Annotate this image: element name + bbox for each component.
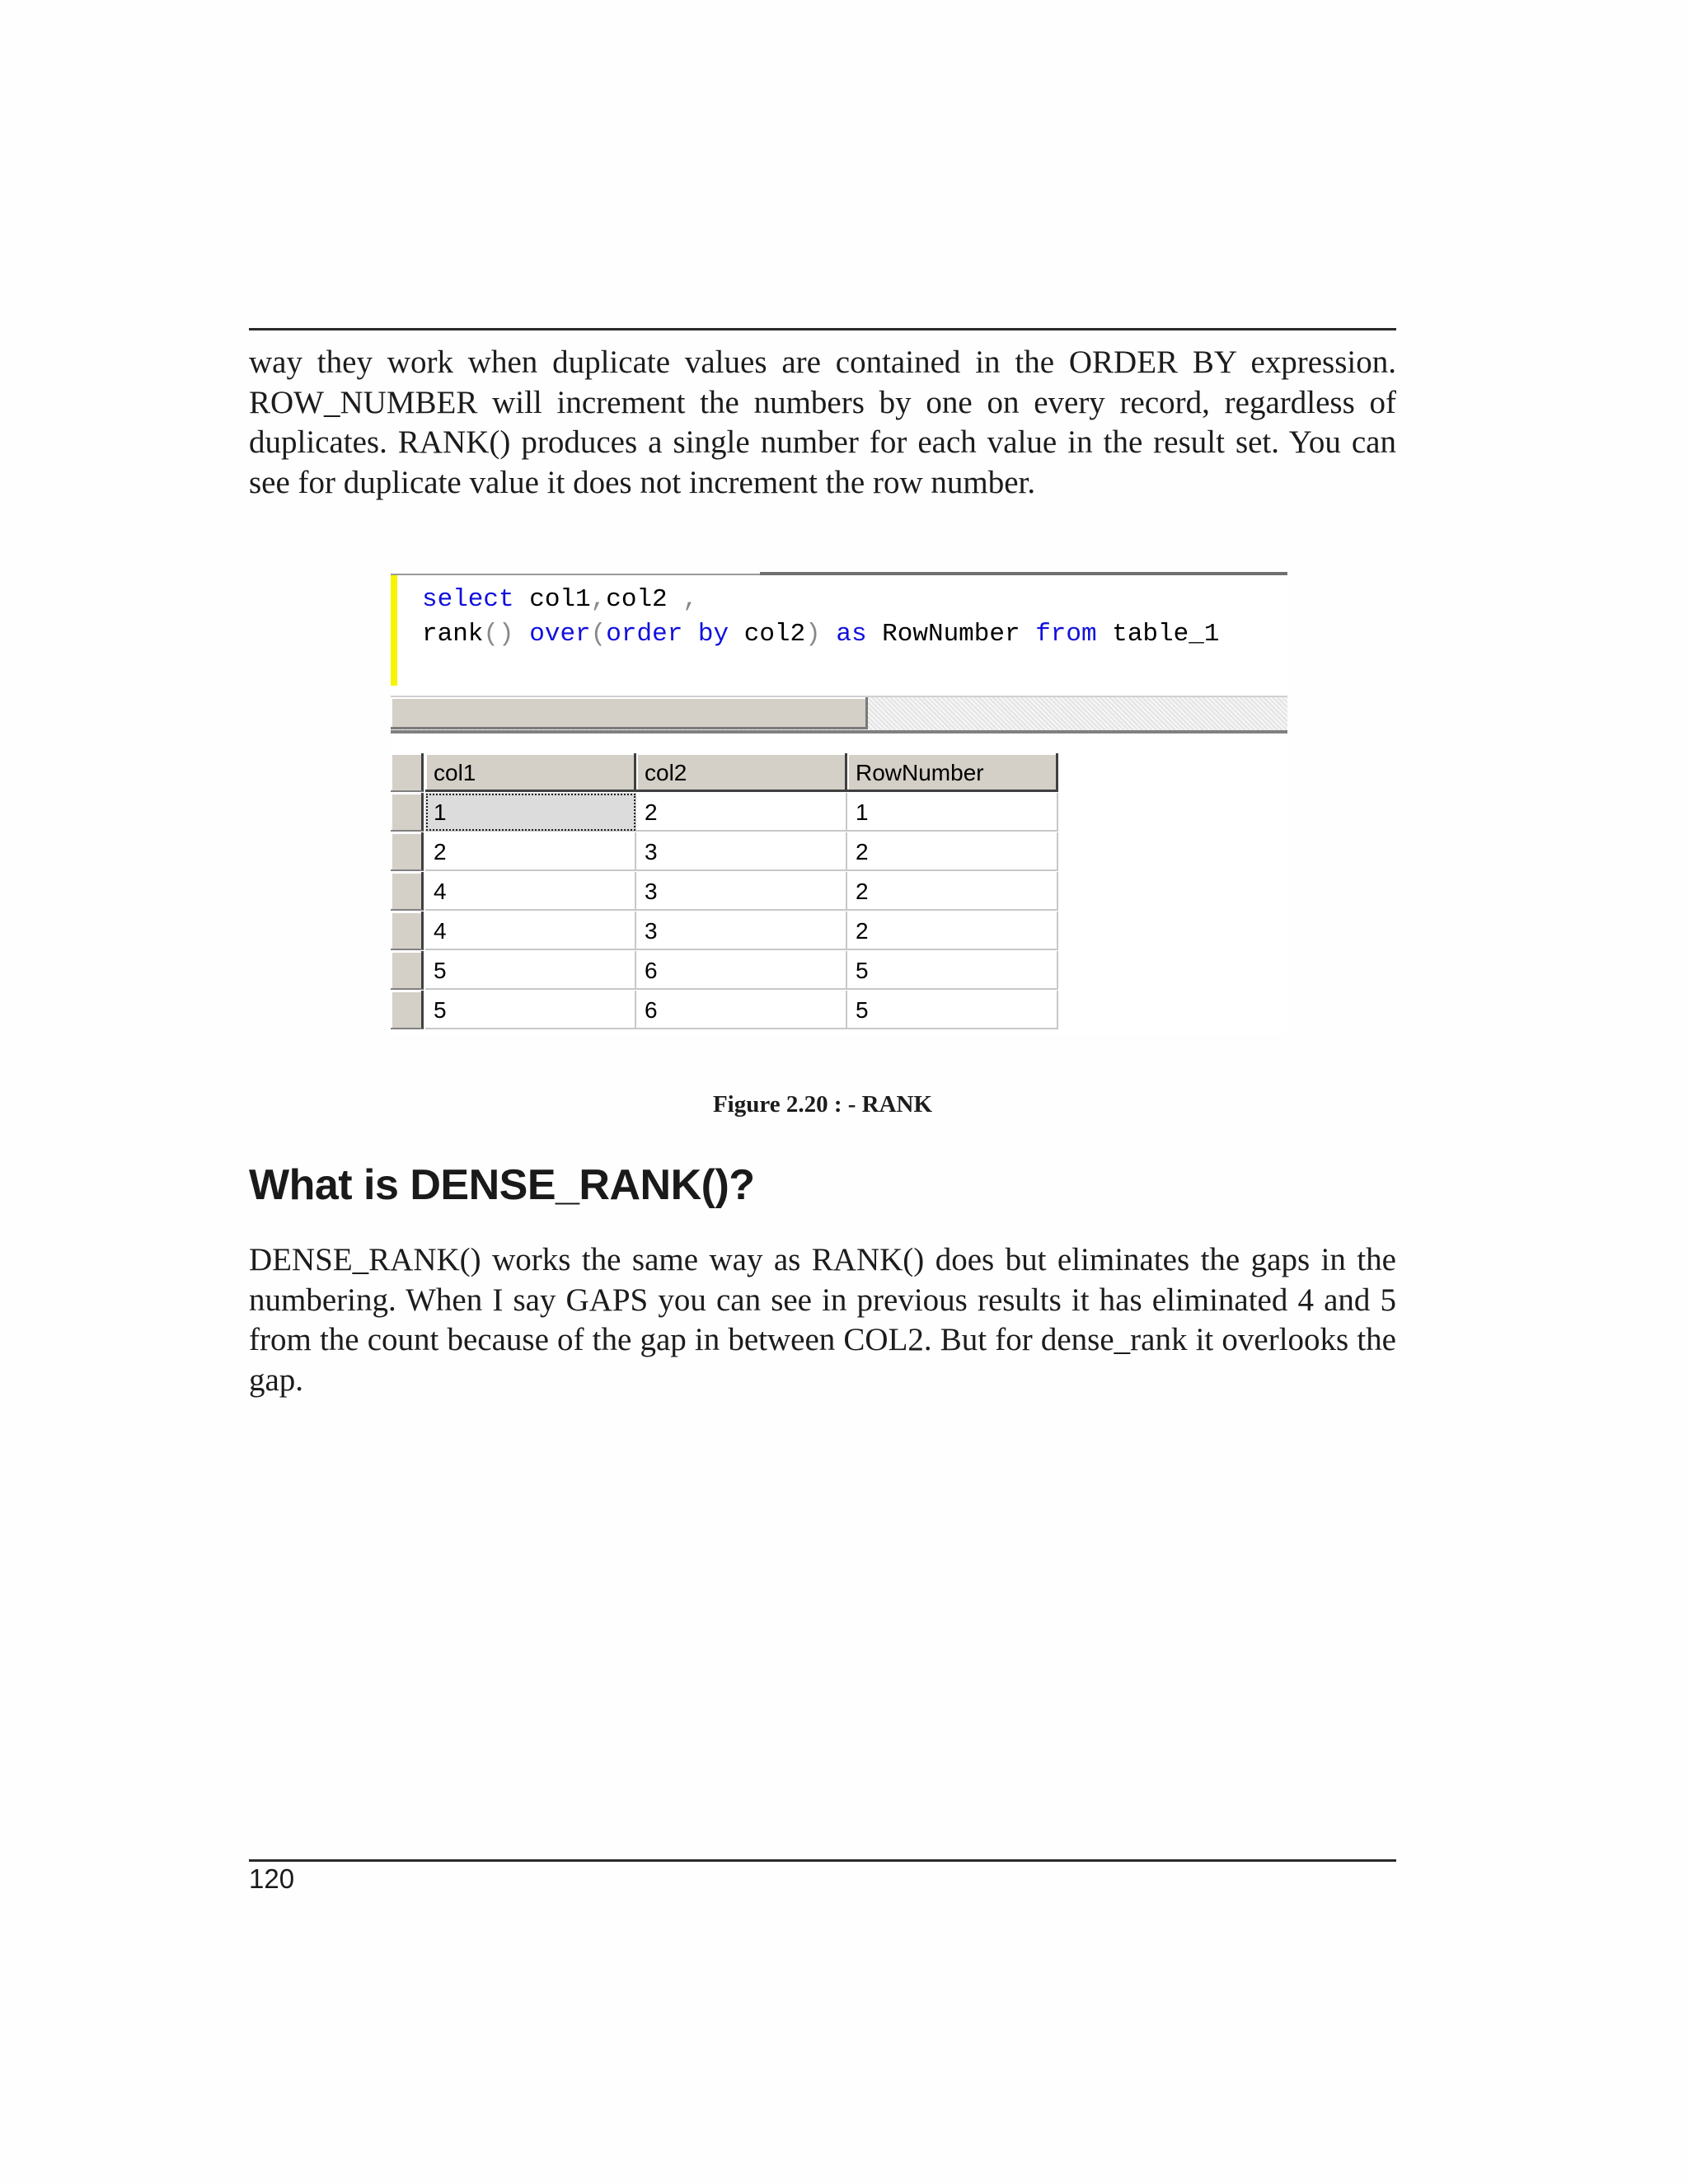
footer-rule xyxy=(249,1859,1396,1862)
grid-cell[interactable]: 4 xyxy=(425,872,636,911)
dense-rank-paragraph: DENSE_RANK() works the same way as RANK() does but eliminates the gaps in the numbering. When I say GAPS you can see in previous results it has eliminated 4 and 5 from the count because of the gap in between COL2. But for dense_rank it overlooks the gap. xyxy=(249,1242,1396,1398)
grid-cell[interactable]: 2 xyxy=(425,832,636,871)
row-selector[interactable] xyxy=(391,912,424,950)
figure-caption: Figure 2.20 : - RANK xyxy=(712,1091,933,1118)
sql-punctuation: , xyxy=(682,585,698,614)
row-selector[interactable] xyxy=(391,832,424,871)
grid-cell[interactable]: 2 xyxy=(636,793,847,832)
sql-punctuation: () xyxy=(483,620,514,649)
grid-cell[interactable]: 4 xyxy=(425,912,636,950)
sql-punctuation: , xyxy=(590,585,607,614)
sql-keyword: select xyxy=(422,585,514,614)
sql-token: col2 xyxy=(729,620,806,649)
grid-cell[interactable]: 2 xyxy=(847,912,1058,950)
sql-keyword: over xyxy=(529,620,591,649)
grid-cell[interactable]: 5 xyxy=(425,991,636,1029)
sql-keyword: from xyxy=(1035,620,1097,649)
grid-cell[interactable]: 2 xyxy=(847,832,1058,871)
column-header-col1[interactable]: col1 xyxy=(425,753,636,792)
sql-keyword: order by xyxy=(606,620,729,649)
sql-punctuation: ) xyxy=(805,620,821,649)
grid-cell[interactable]: 5 xyxy=(847,951,1058,990)
grid-cell[interactable]: 3 xyxy=(636,912,847,950)
sql-token: rank xyxy=(422,620,484,649)
grid-cell[interactable]: 5 xyxy=(847,991,1058,1029)
row-selector[interactable] xyxy=(391,991,424,1029)
sql-token: RowNumber xyxy=(866,620,1036,649)
editor-gutter-marker xyxy=(391,575,397,686)
sql-line-2[interactable] xyxy=(422,618,1219,651)
row-selector[interactable] xyxy=(391,793,424,832)
header-rule xyxy=(249,328,1396,330)
sql-keyword: as xyxy=(836,620,867,649)
grid-cell[interactable]: 3 xyxy=(636,872,847,911)
results-splitter[interactable] xyxy=(391,730,1287,733)
grid-cell[interactable]: 5 xyxy=(425,951,636,990)
grid-cell[interactable]: 1 xyxy=(425,793,636,832)
column-header-rownumber[interactable]: RowNumber xyxy=(847,753,1058,792)
rank-query-screenshot xyxy=(391,572,1287,1035)
sql-line-1[interactable] xyxy=(422,583,698,616)
grid-corner[interactable] xyxy=(391,753,424,792)
section-heading: What is DENSE_RANK()? xyxy=(249,1161,755,1209)
sql-token xyxy=(514,620,530,649)
intro-paragraph: way they work when duplicate values are contained in the ORDER BY expression. ROW_NUMBER will increment the numbers by one on every record, regardless of duplicates. RANK() produces a single number for each value in the result set. You can see for duplicate value it does not increment the row number. xyxy=(249,344,1396,500)
row-selector[interactable] xyxy=(391,951,424,990)
grid-cell[interactable]: 6 xyxy=(636,991,847,1029)
sql-token xyxy=(821,620,837,649)
horizontal-scrollbar[interactable] xyxy=(391,696,1287,730)
query-editor xyxy=(391,572,1287,691)
scrollbar-thumb[interactable] xyxy=(391,697,868,729)
grid-cell[interactable]: 6 xyxy=(636,951,847,990)
grid-cell[interactable]: 2 xyxy=(847,872,1058,911)
sql-token: col1 xyxy=(513,585,591,614)
grid-cell[interactable]: 3 xyxy=(636,832,847,871)
column-header-col2[interactable]: col2 xyxy=(636,753,847,792)
sql-token: table_1 xyxy=(1096,620,1220,649)
editor-border-right xyxy=(760,572,1287,575)
page-number: 120 xyxy=(249,1863,295,1894)
sql-token: col2 xyxy=(606,585,683,614)
grid-cell[interactable]: 1 xyxy=(847,793,1058,832)
sql-punctuation: ( xyxy=(590,620,607,649)
row-selector[interactable] xyxy=(391,872,424,911)
editor-border-left xyxy=(391,574,760,575)
